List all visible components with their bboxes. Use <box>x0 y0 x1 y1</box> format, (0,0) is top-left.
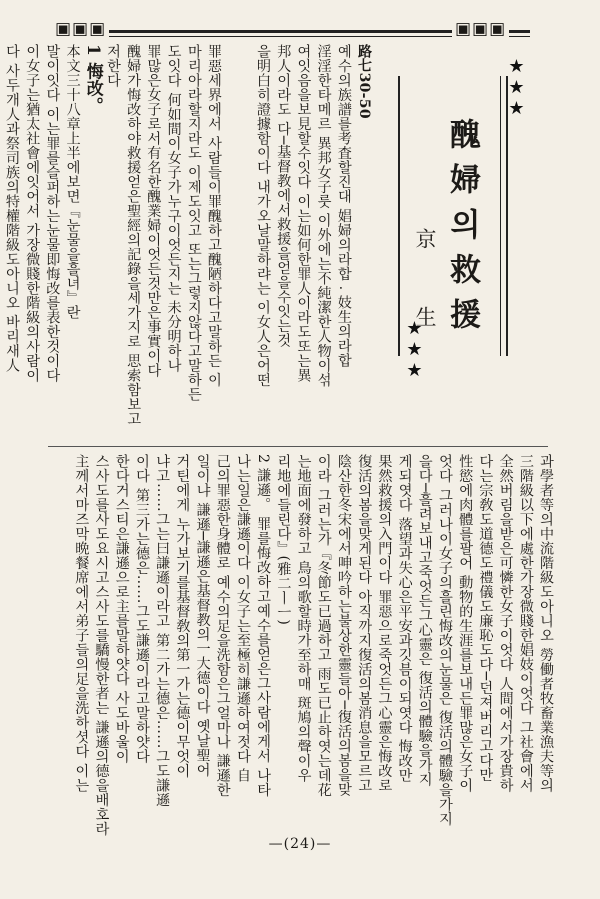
text-line: 復活의봄을맞게된다 아직까지復活의봄消息을모르고 <box>356 454 373 793</box>
text-line: 거틴에게 누가보기를基督敎의第一가는德이무엇이 <box>174 454 191 778</box>
text-line: 陰산한冬宋에서呻吟하는불상한靈들아─復活의봄을맞 <box>335 454 352 797</box>
text-line: 本文三十八章上半에보면『눈물을흘녀』란 <box>64 44 81 320</box>
header-ornament-left: ▣▣▣ <box>52 18 109 40</box>
text-line: 이라 그러는가『冬節도已過하고 雨도已止하엿는데花 <box>315 454 332 798</box>
text-line: 性慾에肉體를팔어 動物的生涯를보내든罪많은女子이 <box>457 454 474 793</box>
text-line: 을明白히證據함이다 내가오날말하랴는 이女人은어떤 <box>254 44 271 388</box>
middle-divider <box>48 446 548 447</box>
text-line: 罪많은女子로서有名한醜業婦이엇든것만은事實이다 <box>145 44 162 378</box>
text-line: 果然救援의入門이다 罪惡으로죽엇든그心靈은悔改로 <box>376 454 393 793</box>
text-line: 저한다 <box>104 44 121 88</box>
upper-left-text-block <box>3 44 224 438</box>
text-line: 예수의族譜를考査할진대 娼婦의라합 . 妓生의라합 <box>335 44 352 368</box>
text-line: 도잇다 何如間이女子가누구이엇든지는 未分明하나 <box>165 44 182 373</box>
header-ornament-right: ▣▣▣ <box>452 18 509 40</box>
section-heading-repentance: 1 悔改。 <box>82 44 103 115</box>
text-line: 나는일은謙遜이다 이女子는至極히謙遜하여젓다 自 <box>234 454 251 783</box>
scripture-reference: 路七30-50 <box>356 44 372 119</box>
text-line: 罪惡세界에서 사람들이罪醜하고醜陋하다고말하든 이 <box>206 44 222 388</box>
text-line: 과學者等의中流階級도아니오 勞働者牧畜業漁夫等의 <box>538 454 554 793</box>
title-border-left <box>398 76 400 356</box>
text-line: 는地面에發하고 鳥의歌할時가至하매 斑鳩의聲이우 <box>295 454 312 783</box>
page-number: —(24)— <box>268 836 332 852</box>
text-line: 마리아라할지라도 이제도잇고 또는그렇지않다고말하든 <box>185 44 202 402</box>
text-line: 醜婦가悔改하야救援얻은聖經의記錄을세가지로 思索함보고 <box>125 44 142 426</box>
title-border-right-thin <box>500 76 501 356</box>
lower-text-block <box>48 454 556 844</box>
text-line: 이女子는猶太社會에잇어서 가장微賤한階級의사람이 <box>24 44 41 383</box>
text-line: 냐고……그는曰謙遜이라고 第二가는德은……그도謙遜 <box>154 454 171 807</box>
text-line: 主께서마즈막晩餐席에서弟子들의足을洗하셧다 이는 <box>73 454 90 793</box>
text-line: 스사도를사도요시고스사도를驕慢한者는 謙遜의德을배호라 <box>93 454 110 836</box>
stars-top-ornament: ★★★ <box>506 56 527 119</box>
text-line: 三階級以下에處한가장微賤한娼妓이엇다 그社會에서 <box>517 454 534 793</box>
text-line: 한다거스티은謙遜으로主를말하얏다 사도바울이 <box>113 454 130 764</box>
text-line: 여잇음을보見할수잇다 이는如何한罪人이라도또는異 <box>295 44 312 383</box>
text-line: 다 사두개人과祭司族의特權階級도아니오 바리새人 <box>3 44 20 373</box>
text-line: 淫淫한타메르 異邦女子룻 이外에는不純潔한人物이섞 <box>315 44 332 388</box>
text-line: 을다─흘려보내고죽엇든그心靈은 復活의體驗을가지 <box>416 454 433 787</box>
text-line: 이다 第三가는德은……그도謙遜이라고말하얏다 <box>133 454 150 764</box>
author-name: 京 生 <box>413 228 437 345</box>
stars-bottom-ornament: ★★★ <box>404 318 425 381</box>
text-line: 리地에들린다』(雅二ㅣㅡ) <box>275 454 292 626</box>
text-line: 己의罪惡한身體로 예수의足을洗함은그얼마나 謙遜한 <box>214 454 231 798</box>
text-line: 게되엿다 落望과失心은平安과깃븜이되엿다 悔改만 <box>396 454 413 783</box>
upper-right-text-block <box>226 44 374 438</box>
text-line: 일이냐 謙遜─謙遜은基督教의一大德이다 옛날聖어 <box>194 454 211 777</box>
section-heading-humility: 2 謙遜。 罪를悔改하고예수를얻은그사람에게서 나타 <box>255 454 272 797</box>
text-line: 全然버림을받은可憐한女子이엇다 人間에서가장貴하 <box>497 454 514 793</box>
text-line: 엇다 그러나이女子의흘린悔改의눈물은 復活의體驗을가지 <box>436 454 453 827</box>
text-line: 말이잇다 이는罪를슬퍼하는눈물即悔改를表한것이다 <box>44 44 61 383</box>
text-line: 邦人이라도 다─基督教에서救援을얻을수잇는것 <box>275 44 292 348</box>
article-title: 醜婦의救援 <box>444 118 480 343</box>
text-line: 다는宗敎도道德도禮儀도廉恥도다─던져버리고다만 <box>477 454 494 782</box>
